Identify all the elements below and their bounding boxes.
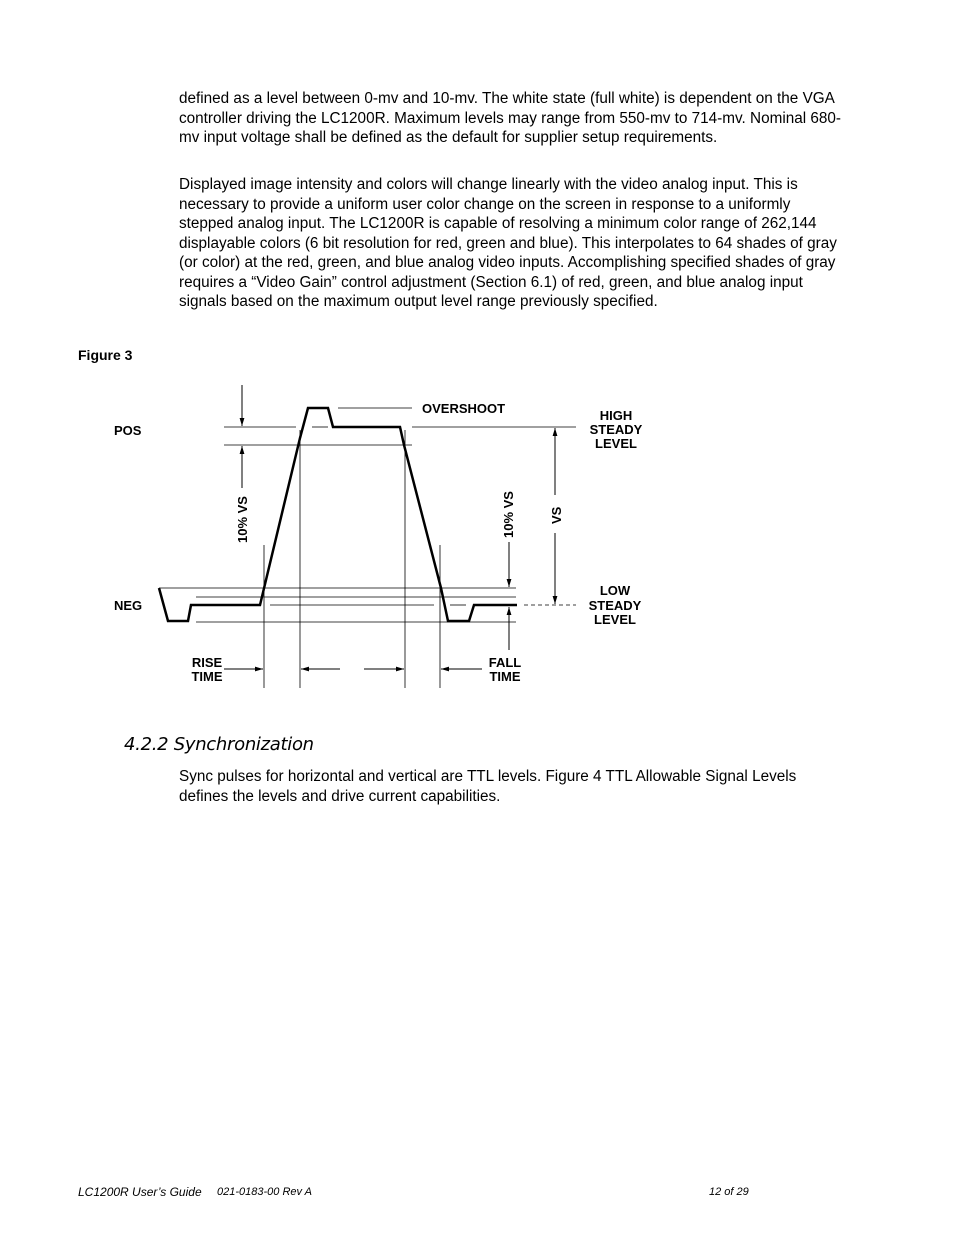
- neg-label: NEG: [114, 598, 143, 613]
- svg-text:RISE: RISE: [191, 655, 223, 670]
- svg-text:LEVEL: LEVEL: [595, 436, 637, 451]
- body-paragraph-1: defined as a level between 0-mv and 10-mv. The white state (full white) is dependent on the VGA controller driving the LC1200R. Maximum levels may range from 550-mv to 714-mv. Nominal 680-mv input voltage shall be defined as the default for supplier setup requirements.: [179, 90, 841, 146]
- svg-text:LEVEL: LEVEL: [594, 612, 636, 627]
- footer-page-number: 12 of 29: [709, 1186, 749, 1198]
- rise-time-label: [191, 655, 222, 684]
- section-heading: 4.2.2 Synchronization: [124, 734, 314, 755]
- svg-text:LOW: LOW: [599, 583, 631, 598]
- ten-percent-vs-right-label: 10% VS: [501, 491, 516, 538]
- svg-text:FALL: FALL: [488, 655, 522, 670]
- footer-title: LC1200R User’s Guide: [78, 1185, 202, 1199]
- svg-text:TIME: TIME: [489, 669, 521, 684]
- ten-percent-vs-left-label: 10% VS: [235, 496, 250, 543]
- svg-text:HIGH: HIGH: [599, 408, 633, 423]
- figure-label: Figure 3: [78, 347, 133, 363]
- timing-verticals: [264, 430, 440, 688]
- waveform-line: [159, 408, 517, 621]
- vs-label: VS: [549, 506, 564, 524]
- svg-text:TIME: TIME: [191, 669, 223, 684]
- high-steady-level-label: [590, 408, 643, 451]
- overshoot-label: OVERSHOOT: [422, 401, 506, 416]
- low-steady-level-label: [589, 583, 642, 627]
- footer-doc-number: 021-0183-00 Rev A: [217, 1186, 312, 1198]
- body-paragraph-2: Displayed image intensity and colors will change linearly with the video analog input. This is necessary to provide a uniform user color change on the screen in response to a uniformly stepped analog input. The LC1200R is capable of resolving a minimum color range of 262,144 displayable colors (6 bit resolution for red, green and blue). This interpolates to 64 shades of gray (or color) at the red, green, and blue analog video inputs. Accomplishing specified shades of gray requires a “Video Gain” control adjustment (Section 6.1) of red, green, and blue analog input signals based on the maximum output level range previously specified.: [179, 176, 837, 310]
- pos-label: POS: [114, 423, 142, 438]
- svg-text:STEADY: STEADY: [589, 422, 643, 437]
- fall-time-label: [489, 655, 522, 684]
- svg-text:STEADY: STEADY: [588, 598, 642, 613]
- body-paragraph-3: Sync pulses for horizontal and vertical are TTL levels. Figure 4 TTL Allowable Signal Levels defines the levels and drive current capabilities.: [179, 768, 797, 805]
